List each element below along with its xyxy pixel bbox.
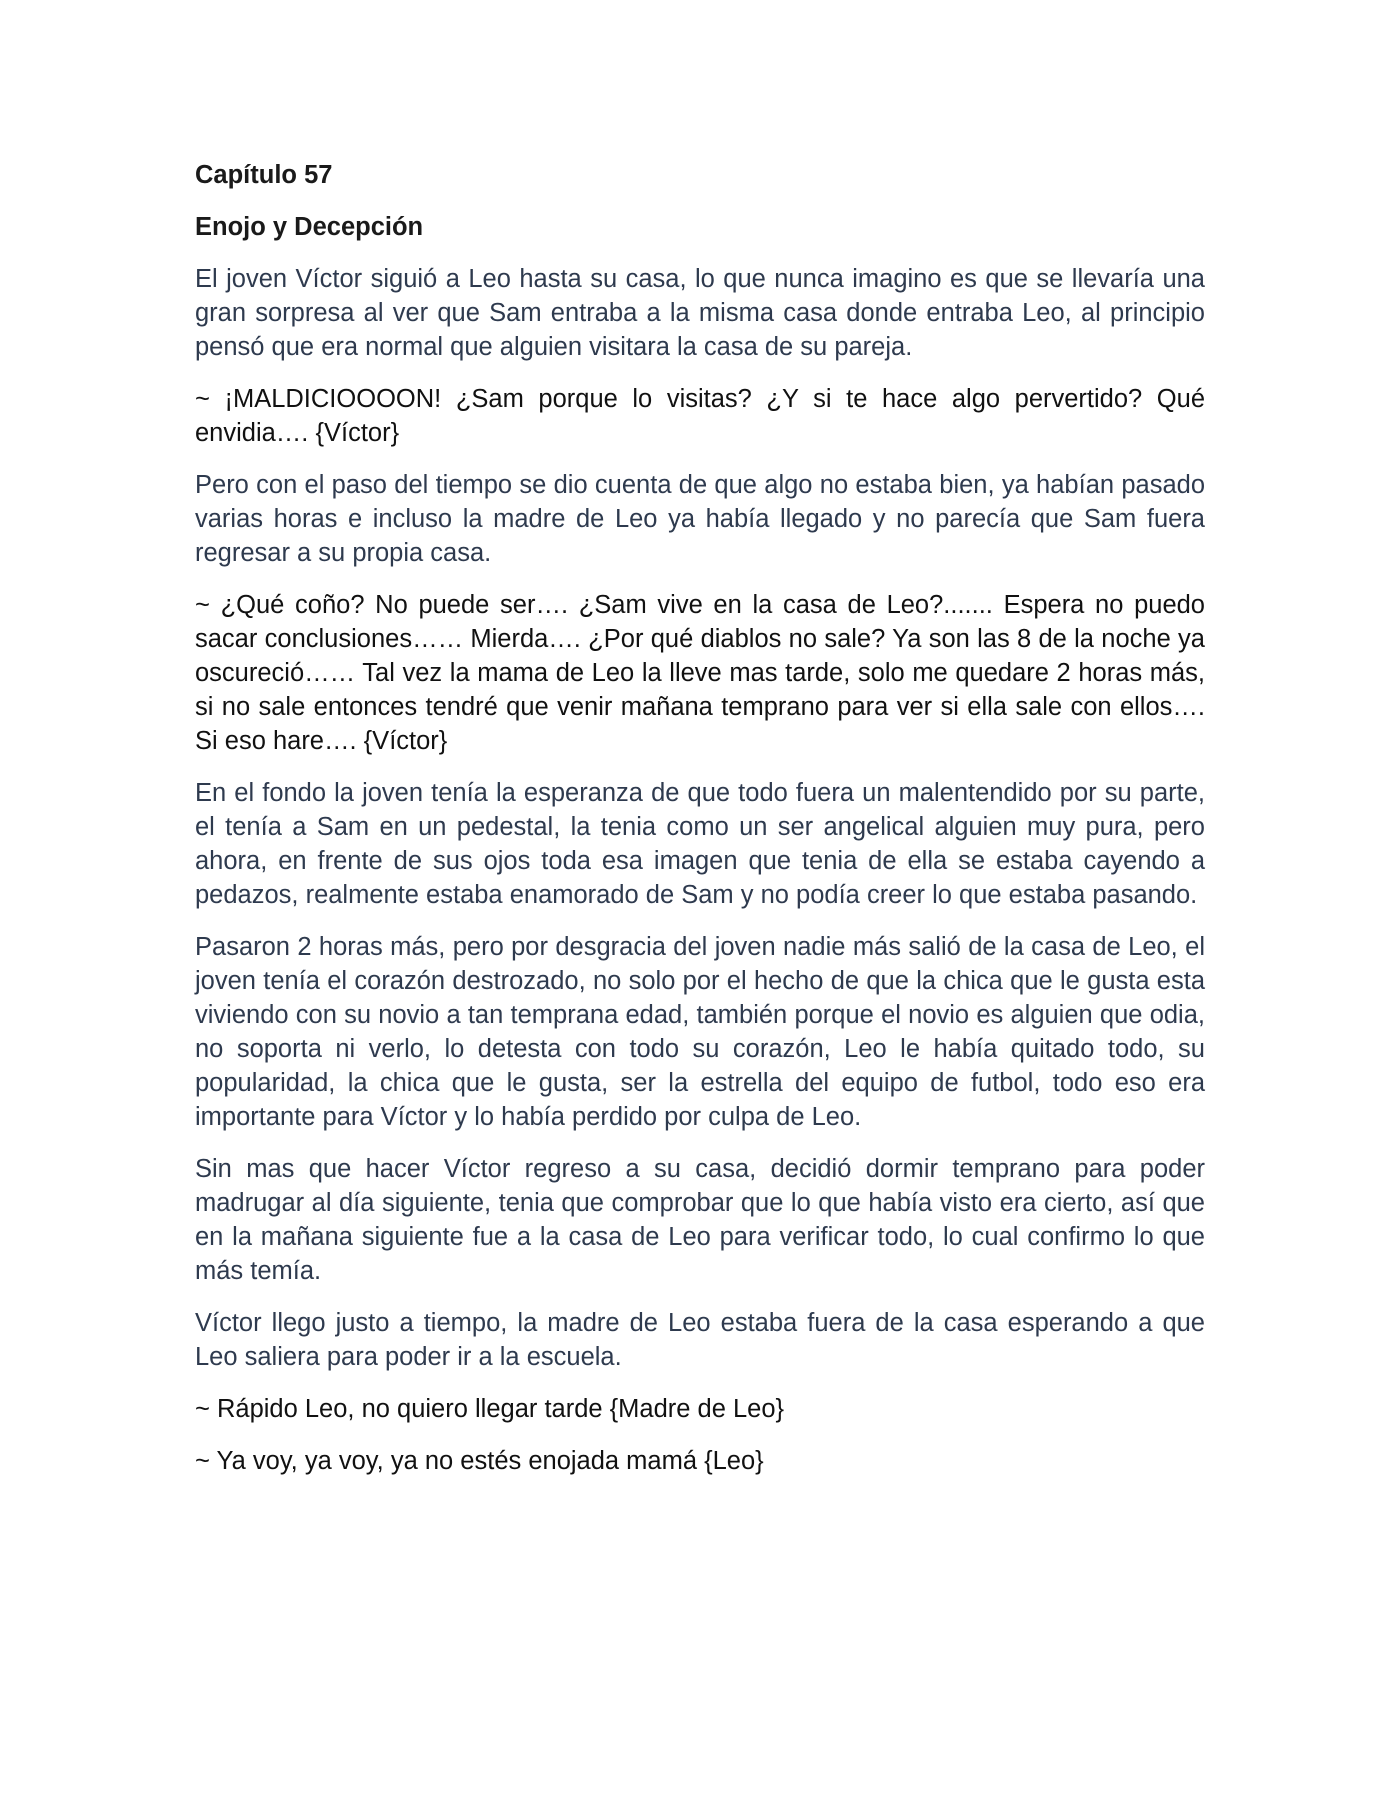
paragraph-3: En el fondo la joven tenía la esperanza de que todo fuera un malentendido por su parte, el tenía a Sam en un pedestal, la tenia como un ser angelical alguien muy pura, pero ahora, en frente de sus ojos toda esa imagen que tenia de ella se estaba cayendo a pedazos, realmente estaba enamorado de Sam y no podía creer lo que estaba pasando. [195,779,1205,909]
paragraph-6: Víctor llego justo a tiempo, la madre de Leo estaba fuera de la casa esperando a que Leo saliera para poder ir a la escuela. [195,1309,1205,1371]
paragraph-5: Sin mas que hacer Víctor regreso a su casa, decidió dormir temprano para poder madrugar al día siguiente, tenia que comprobar que lo que había visto era cierto, así que en la mañana siguiente fue a la casa de Leo para verificar todo, lo cual confirmo lo que más temía. [195,1155,1205,1285]
chapter-title: Enojo y Decepción [195,213,424,241]
document-page [195,158,1205,1496]
paragraph-1: El joven Víctor siguió a Leo hasta su casa, lo que nunca imagino es que se llevaría una gran sorpresa al ver que Sam entraba a la misma casa donde entraba Leo, al principio pensó que era normal que alguien visitara la casa de su pareja. [195,265,1205,361]
dialogue-4: ~ Ya voy, ya voy, ya no estés enojada mamá {Leo} [195,1447,764,1475]
dialogue-3: ~ Rápido Leo, no quiero llegar tarde {Madre de Leo} [195,1395,785,1423]
paragraph-4: Pasaron 2 horas más, pero por desgracia del joven nadie más salió de la casa de Leo, el joven tenía el corazón destrozado, no solo por el hecho de que la chica que le gusta esta viviendo con su novio a tan temprana edad, también porque el novio es alguien que odia, no soporta ni verlo, lo detesta con todo su corazón, Leo le había quitado todo, su popularidad, la chica que le gusta, ser la estrella del equipo de futbol, todo eso era importante para Víctor y lo había perdido por culpa de Leo. [195,933,1205,1131]
paragraph-2: Pero con el paso del tiempo se dio cuenta de que algo no estaba bien, ya habían pasado varias horas e incluso la madre de Leo ya había llegado y no parecía que Sam fuera regresar a su propia casa. [195,471,1205,567]
dialogue-2: ~ ¿Qué coño? No puede ser…. ¿Sam vive en la casa de Leo?....... Espera no puedo sacar conclusiones…… Mierda…. ¿Por qué diablos no sale? Ya son las 8 de la noche ya oscureció…… Tal vez la mama de Leo la lleve mas tarde, solo me quedare 2 horas más, si no sale entonces tendré que venir mañana temprano para ver si ella sale con ellos…. Si eso hare…. {Víctor} [195,591,1205,755]
dialogue-1: ~ ¡MALDICIOOOON! ¿Sam porque lo visitas? ¿Y si te hace algo pervertido? Qué envidia…. {Víctor} [195,385,1205,447]
chapter-heading: Capítulo 57 [195,161,333,189]
